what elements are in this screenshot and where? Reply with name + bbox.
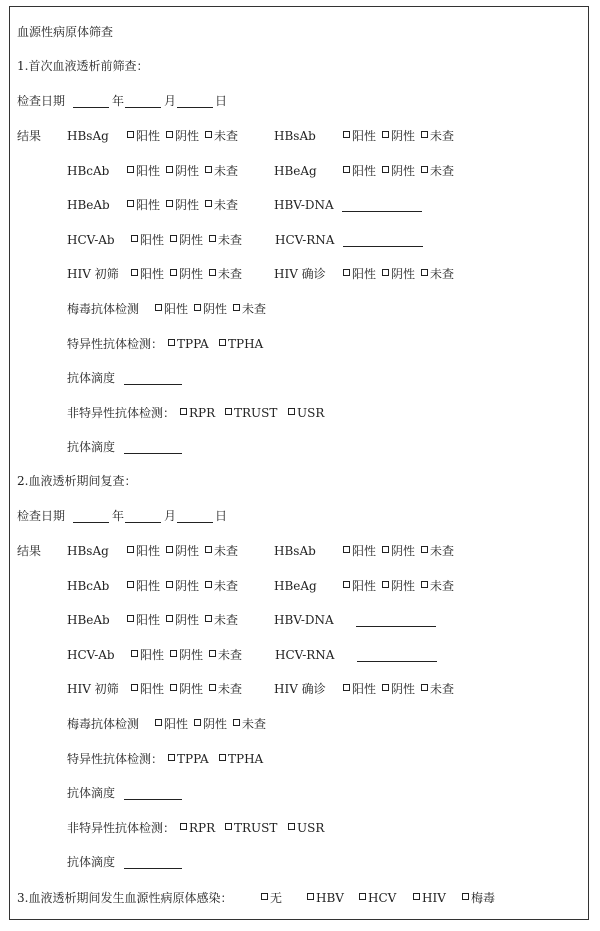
section1-specific-label: 特异性抗体检测：	[67, 337, 164, 351]
checkbox-icon[interactable]	[131, 684, 138, 691]
checkbox-label: 梅毒	[471, 891, 496, 905]
section1-titer-field-1[interactable]	[124, 372, 182, 385]
checkbox-icon[interactable]	[205, 200, 212, 207]
checkbox-icon[interactable]	[131, 269, 138, 276]
section1-syphilis-option-0[interactable]	[155, 301, 188, 317]
checkbox-icon[interactable]	[170, 684, 177, 691]
checkbox-label: RPR	[189, 406, 216, 420]
checkbox-icon[interactable]	[421, 131, 428, 138]
checkbox-icon[interactable]	[168, 339, 175, 346]
checkbox-label: 阴性	[175, 164, 200, 178]
section2-nonspecific-option-0[interactable]	[180, 820, 215, 836]
checkbox-icon[interactable]	[166, 546, 173, 553]
section2-hbsag-option-2[interactable]	[205, 543, 238, 559]
checkbox-icon[interactable]	[131, 235, 138, 242]
checkbox-icon[interactable]	[421, 166, 428, 173]
section2-hcv-ab-label: HCV-Ab	[67, 648, 115, 662]
checkbox-icon[interactable]	[194, 719, 201, 726]
section2-hiv-confirm-option-2[interactable]	[421, 681, 454, 697]
section3-option-3[interactable]	[413, 890, 446, 906]
section2-hiv-confirm-option-0[interactable]	[343, 681, 376, 697]
checkbox-icon[interactable]	[168, 754, 175, 761]
checkbox-label: 阳性	[140, 682, 165, 696]
section1-hbsab-label: HBsAb	[274, 129, 316, 143]
checkbox-icon[interactable]	[359, 893, 366, 900]
section1-hbeab-option-2[interactable]	[205, 197, 238, 213]
section1-specific-option-0[interactable]	[168, 336, 209, 352]
section2-hbeab-option-0[interactable]	[127, 612, 160, 628]
checkbox-label: 阳性	[352, 164, 377, 178]
section1-hcv-rna-field[interactable]	[343, 234, 423, 247]
section1-result-label: 结果	[17, 129, 42, 143]
checkbox-icon[interactable]	[233, 719, 240, 726]
checkbox-label: HIV	[422, 891, 446, 905]
checkbox-icon[interactable]	[209, 235, 216, 242]
checkbox-label: 阳性	[136, 613, 161, 627]
section2-heading: 2.血液透析期间复查：	[17, 474, 137, 488]
section2-titer-label-2: 抗体滴度	[67, 855, 116, 869]
checkbox-icon[interactable]	[155, 304, 162, 311]
section2-syphilis-label: 梅毒抗体检测	[67, 717, 140, 731]
section2-hiv-initial-label: HIV 初筛	[67, 682, 119, 696]
checkbox-label: 未查	[242, 302, 267, 316]
section2-hcv-ab-option-0[interactable]	[131, 647, 164, 663]
section2-nonspecific-option-2[interactable]	[288, 820, 324, 836]
checkbox-icon[interactable]	[209, 650, 216, 657]
checkbox-label: 未查	[214, 613, 239, 627]
section1-hiv-confirm-option-2[interactable]	[421, 266, 454, 282]
section2-hbv-dna-label: HBV-DNA	[274, 613, 334, 627]
checkbox-icon[interactable]	[343, 546, 350, 553]
checkbox-icon[interactable]	[209, 684, 216, 691]
section1-hbv-dna-label: HBV-DNA	[274, 198, 334, 212]
checkbox-label: 阳性	[352, 579, 377, 593]
section2-hbeag-label: HBeAg	[274, 579, 317, 593]
checkbox-icon[interactable]	[233, 304, 240, 311]
section1-hbcab-option-2[interactable]	[205, 163, 238, 179]
section2-hbsab-option-0[interactable]	[343, 543, 376, 559]
section1-hiv-initial-label: HIV 初筛	[67, 267, 119, 281]
checkbox-icon[interactable]	[205, 615, 212, 622]
checkbox-label: 阳性	[136, 544, 161, 558]
checkbox-icon[interactable]	[127, 615, 134, 622]
checkbox-icon[interactable]	[170, 235, 177, 242]
checkbox-label: 阳性	[164, 302, 189, 316]
checkbox-icon[interactable]	[307, 893, 314, 900]
checkbox-label: 阳性	[140, 267, 165, 281]
checkbox-label: USR	[297, 821, 325, 835]
section2-hbeab-label: HBeAb	[67, 613, 110, 627]
section1-hbsab-option-2[interactable]	[421, 128, 454, 144]
checkbox-label: 未查	[214, 198, 239, 212]
checkbox-icon[interactable]	[382, 684, 389, 691]
section1-hbcab-option-1[interactable]	[166, 163, 199, 179]
checkbox-label: 未查	[430, 544, 455, 558]
section1-syphilis-option-1[interactable]	[194, 301, 227, 317]
checkbox-icon[interactable]	[194, 304, 201, 311]
checkbox-label: 无	[270, 891, 283, 905]
checkbox-icon[interactable]	[288, 823, 295, 830]
checkbox-icon[interactable]	[127, 200, 134, 207]
section1-month-label: 月	[164, 94, 177, 108]
checkbox-label: 阴性	[175, 579, 200, 593]
section1-titer-label-2: 抗体滴度	[67, 440, 116, 454]
section1-hiv-confirm-label: HIV 确诊	[274, 267, 326, 281]
checkbox-icon[interactable]	[127, 581, 134, 588]
checkbox-icon[interactable]	[219, 339, 226, 346]
section2-titer-label-1: 抗体滴度	[67, 786, 116, 800]
checkbox-label: 阳性	[352, 267, 377, 281]
checkbox-label: 阴性	[175, 613, 200, 627]
section2-hbsab-label: HBsAb	[274, 544, 316, 558]
section1-hbsag-option-1[interactable]	[166, 128, 199, 144]
section3-option-0[interactable]	[261, 890, 282, 906]
checkbox-label: HCV	[368, 891, 397, 905]
section1-hcv-ab-option-0[interactable]	[131, 232, 164, 248]
checkbox-label: 阳性	[136, 198, 161, 212]
checkbox-icon[interactable]	[180, 823, 187, 830]
section1-hbeag-label: HBeAg	[274, 164, 317, 178]
section2-titer-field-2[interactable]	[124, 856, 182, 869]
section1-hcv-ab-label: HCV-Ab	[67, 233, 115, 247]
section2-hiv-confirm-label: HIV 确诊	[274, 682, 326, 696]
screening-form	[9, 6, 589, 920]
checkbox-icon[interactable]	[382, 166, 389, 173]
section2-hcv-rna-field[interactable]	[357, 649, 437, 662]
checkbox-label: HBV	[316, 891, 344, 905]
section2-hcv-ab-option-2[interactable]	[209, 647, 242, 663]
checkbox-icon[interactable]	[166, 200, 173, 207]
checkbox-icon[interactable]	[219, 754, 226, 761]
checkbox-label: 未查	[430, 682, 455, 696]
section1-hbeag-option-0[interactable]	[343, 163, 376, 179]
section1-syphilis-option-2[interactable]	[233, 301, 266, 317]
checkbox-label: 未查	[430, 267, 455, 281]
section1-hcv-rna-label: HCV-RNA	[275, 233, 335, 247]
section1-hbsab-option-0[interactable]	[343, 128, 376, 144]
section1-hiv-confirm-option-0[interactable]	[343, 266, 376, 282]
checkbox-icon[interactable]	[413, 893, 420, 900]
checkbox-icon[interactable]	[382, 269, 389, 276]
section1-hiv-confirm-option-1[interactable]	[382, 266, 415, 282]
section2-day-field[interactable]	[177, 510, 213, 523]
section1-specific-option-1[interactable]	[219, 336, 263, 352]
section2-syphilis-option-1[interactable]	[194, 716, 227, 732]
checkbox-label: 阴性	[179, 682, 204, 696]
checkbox-label: 阴性	[179, 267, 204, 281]
section2-hbeag-option-1[interactable]	[382, 578, 415, 594]
checkbox-icon[interactable]	[343, 684, 350, 691]
section2-hbsag-option-0[interactable]	[127, 543, 160, 559]
checkbox-icon[interactable]	[205, 581, 212, 588]
checkbox-label: 阴性	[179, 233, 204, 247]
section2-hbv-dna-field[interactable]	[356, 614, 436, 627]
section2-hcv-rna-label: HCV-RNA	[275, 648, 335, 662]
checkbox-label: TPPA	[177, 752, 209, 766]
checkbox-icon[interactable]	[127, 166, 134, 173]
section2-hbsab-option-2[interactable]	[421, 543, 454, 559]
section3-option-1[interactable]	[307, 890, 344, 906]
checkbox-icon[interactable]	[421, 269, 428, 276]
checkbox-icon[interactable]	[261, 893, 268, 900]
section2-hbsab-option-1[interactable]	[382, 543, 415, 559]
checkbox-label: TRUST	[234, 821, 278, 835]
section2-hcv-ab-option-1[interactable]	[170, 647, 203, 663]
checkbox-label: 阴性	[391, 544, 416, 558]
checkbox-label: 未查	[218, 682, 243, 696]
section2-hbcab-option-0[interactable]	[127, 578, 160, 594]
checkbox-icon[interactable]	[127, 131, 134, 138]
checkbox-icon[interactable]	[166, 615, 173, 622]
section1-hbcab-option-0[interactable]	[127, 163, 160, 179]
section2-nonspecific-option-1[interactable]	[225, 820, 277, 836]
checkbox-label: 阴性	[203, 717, 228, 731]
section1-hiv-initial-option-2[interactable]	[209, 266, 242, 282]
checkbox-icon[interactable]	[382, 546, 389, 553]
checkbox-icon[interactable]	[421, 581, 428, 588]
section1-titer-field-2[interactable]	[124, 441, 182, 454]
checkbox-label: 未查	[214, 164, 239, 178]
checkbox-label: 阴性	[391, 129, 416, 143]
section1-titer-label-1: 抗体滴度	[67, 371, 116, 385]
checkbox-label: 阳性	[352, 682, 377, 696]
section2-day-label: 日	[215, 509, 228, 523]
checkbox-label: 未查	[218, 648, 243, 662]
section2-specific-option-1[interactable]	[219, 751, 263, 767]
section2-month-field[interactable]	[125, 510, 161, 523]
section1-hbcab-label: HBcAb	[67, 164, 110, 178]
section1-nonspecific-label: 非特异性抗体检测：	[67, 406, 176, 420]
checkbox-label: 未查	[430, 579, 455, 593]
section2-hiv-confirm-option-1[interactable]	[382, 681, 415, 697]
section2-hbsag-option-1[interactable]	[166, 543, 199, 559]
checkbox-icon[interactable]	[382, 581, 389, 588]
checkbox-label: 未查	[214, 544, 239, 558]
checkbox-label: 阴性	[391, 164, 416, 178]
checkbox-icon[interactable]	[166, 581, 173, 588]
section3-option-4[interactable]	[462, 890, 495, 906]
section1-month-field[interactable]	[125, 95, 161, 108]
section1-hbeab-option-1[interactable]	[166, 197, 199, 213]
checkbox-label: 未查	[214, 579, 239, 593]
section2-year-label: 年	[112, 509, 125, 523]
section1-hbsag-label: HBsAg	[67, 129, 109, 143]
checkbox-icon[interactable]	[462, 893, 469, 900]
section2-specific-option-0[interactable]	[168, 751, 209, 767]
checkbox-label: 未查	[242, 717, 267, 731]
section1-hcv-ab-option-1[interactable]	[170, 232, 203, 248]
section1-nonspecific-option-1[interactable]	[225, 405, 277, 421]
checkbox-icon[interactable]	[288, 408, 295, 415]
checkbox-label: 阳性	[140, 233, 165, 247]
section2-hbcab-option-2[interactable]	[205, 578, 238, 594]
section2-month-label: 月	[164, 509, 177, 523]
section2-hbsag-label: HBsAg	[67, 544, 109, 558]
checkbox-label: 阳性	[136, 579, 161, 593]
checkbox-icon[interactable]	[209, 269, 216, 276]
checkbox-label: 阳性	[140, 648, 165, 662]
section2-titer-field-1[interactable]	[124, 787, 182, 800]
checkbox-icon[interactable]	[343, 131, 350, 138]
section1-syphilis-label: 梅毒抗体检测	[67, 302, 140, 316]
section1-hbeab-option-0[interactable]	[127, 197, 160, 213]
section1-heading: 1.首次血液透析前筛查：	[17, 59, 149, 73]
section1-day-label: 日	[215, 94, 228, 108]
checkbox-icon[interactable]	[180, 408, 187, 415]
checkbox-icon[interactable]	[170, 269, 177, 276]
section2-hbeab-option-2[interactable]	[205, 612, 238, 628]
section2-hbcab-label: HBcAb	[67, 579, 110, 593]
section1-year-label: 年	[112, 94, 125, 108]
section2-date-label: 检查日期	[17, 509, 66, 523]
section1-hbsag-option-0[interactable]	[127, 128, 160, 144]
checkbox-icon[interactable]	[225, 823, 232, 830]
checkbox-icon[interactable]	[343, 166, 350, 173]
checkbox-icon[interactable]	[421, 684, 428, 691]
section2-syphilis-option-2[interactable]	[233, 716, 266, 732]
checkbox-label: 阴性	[391, 579, 416, 593]
section2-specific-label: 特异性抗体检测：	[67, 752, 164, 766]
checkbox-label: TRUST	[234, 406, 278, 420]
checkbox-label: 阴性	[391, 682, 416, 696]
checkbox-label: 阳性	[164, 717, 189, 731]
section1-hbeag-option-2[interactable]	[421, 163, 454, 179]
checkbox-icon[interactable]	[205, 131, 212, 138]
checkbox-icon[interactable]	[343, 269, 350, 276]
checkbox-icon[interactable]	[343, 581, 350, 588]
section1-hbeab-label: HBeAb	[67, 198, 110, 212]
section1-nonspecific-option-0[interactable]	[180, 405, 215, 421]
checkbox-label: 未查	[430, 129, 455, 143]
checkbox-icon[interactable]	[421, 546, 428, 553]
checkbox-icon[interactable]	[225, 408, 232, 415]
checkbox-label: 阴性	[175, 129, 200, 143]
section1-nonspecific-option-2[interactable]	[288, 405, 324, 421]
checkbox-label: 未查	[218, 233, 243, 247]
section2-hbeag-option-2[interactable]	[421, 578, 454, 594]
checkbox-label: 阳性	[352, 544, 377, 558]
section2-result-label: 结果	[17, 544, 42, 558]
checkbox-label: 阳性	[136, 164, 161, 178]
checkbox-label: 阴性	[203, 302, 228, 316]
checkbox-label: TPHA	[228, 337, 264, 351]
checkbox-icon[interactable]	[382, 131, 389, 138]
section2-hbeab-option-1[interactable]	[166, 612, 199, 628]
section1-date-label: 检查日期	[17, 94, 66, 108]
section2-nonspecific-label: 非特异性抗体检测：	[67, 821, 176, 835]
checkbox-label: 阴性	[175, 544, 200, 558]
section1-hbsag-option-2[interactable]	[205, 128, 238, 144]
checkbox-label: 阳性	[136, 129, 161, 143]
checkbox-label: USR	[297, 406, 325, 420]
section2-hbeag-option-0[interactable]	[343, 578, 376, 594]
section2-hiv-initial-option-2[interactable]	[209, 681, 242, 697]
checkbox-icon[interactable]	[166, 166, 173, 173]
section3-option-2[interactable]	[359, 890, 396, 906]
form-title: 血源性病原体筛查	[17, 25, 114, 39]
checkbox-label: TPPA	[177, 337, 209, 351]
checkbox-icon[interactable]	[166, 131, 173, 138]
checkbox-label: 阴性	[175, 198, 200, 212]
checkbox-icon[interactable]	[131, 650, 138, 657]
checkbox-label: TPHA	[228, 752, 264, 766]
checkbox-label: 未查	[214, 129, 239, 143]
section1-hbeag-option-1[interactable]	[382, 163, 415, 179]
checkbox-label: 未查	[430, 164, 455, 178]
checkbox-label: 阳性	[352, 129, 377, 143]
section3-heading: 3.血液透析期间发生血源性病原体感染：	[17, 891, 233, 905]
checkbox-label: RPR	[189, 821, 216, 835]
checkbox-icon[interactable]	[205, 546, 212, 553]
section1-hbv-dna-field[interactable]	[342, 199, 422, 212]
section2-year-field[interactable]	[73, 510, 109, 523]
section1-hcv-ab-option-2[interactable]	[209, 232, 242, 248]
checkbox-label: 未查	[218, 267, 243, 281]
checkbox-icon[interactable]	[155, 719, 162, 726]
section1-hiv-initial-option-0[interactable]	[131, 266, 164, 282]
section2-hbcab-option-1[interactable]	[166, 578, 199, 594]
checkbox-icon[interactable]	[170, 650, 177, 657]
section1-year-field[interactable]	[73, 95, 109, 108]
section1-hbsab-option-1[interactable]	[382, 128, 415, 144]
section2-hiv-initial-option-0[interactable]	[131, 681, 164, 697]
section1-day-field[interactable]	[177, 95, 213, 108]
checkbox-icon[interactable]	[127, 546, 134, 553]
checkbox-label: 阴性	[391, 267, 416, 281]
section2-hiv-initial-option-1[interactable]	[170, 681, 203, 697]
section2-syphilis-option-0[interactable]	[155, 716, 188, 732]
checkbox-label: 阴性	[179, 648, 204, 662]
section1-hiv-initial-option-1[interactable]	[170, 266, 203, 282]
checkbox-icon[interactable]	[205, 166, 212, 173]
